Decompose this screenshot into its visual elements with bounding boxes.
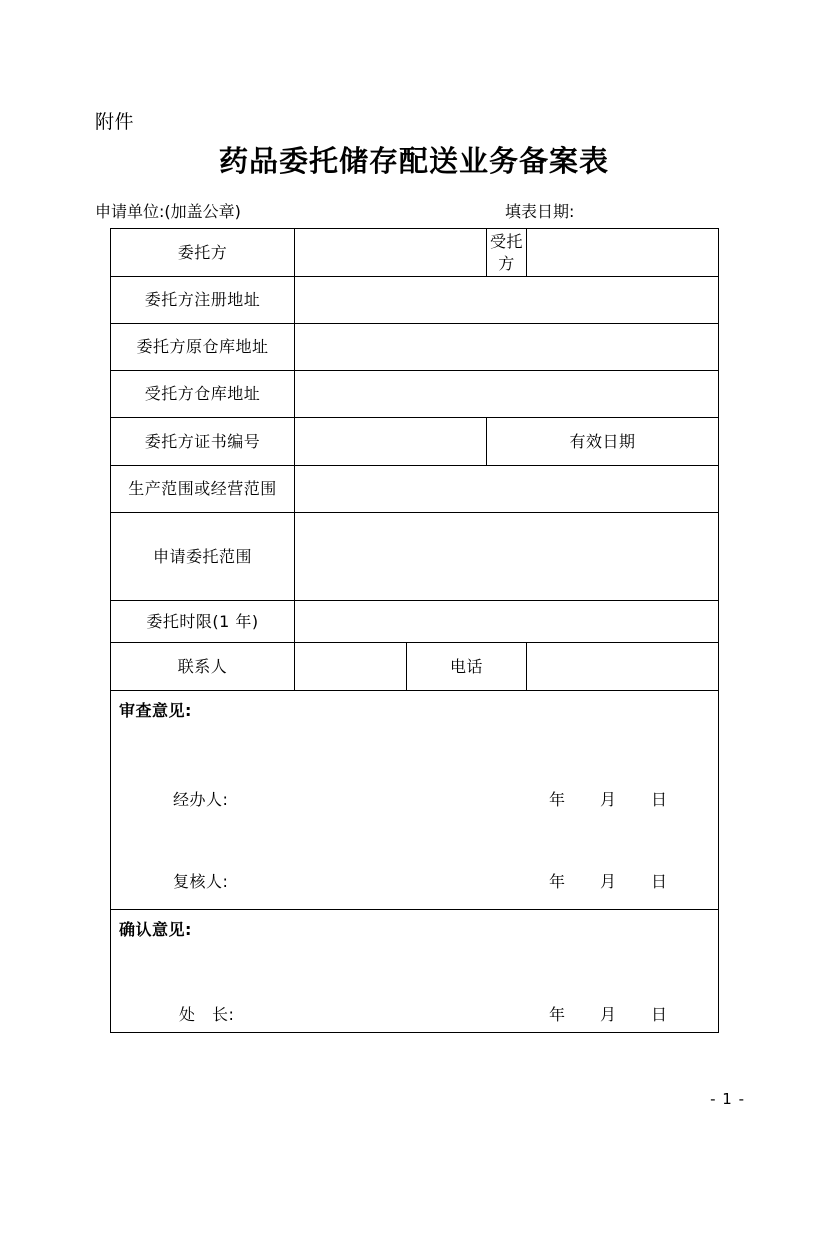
row-label-requested-entrustment-scope: 申请委托范围 bbox=[111, 513, 295, 601]
table-row bbox=[111, 601, 719, 643]
field-contact-person[interactable] bbox=[295, 643, 407, 691]
reviewer-date-fields bbox=[549, 871, 667, 893]
table-row bbox=[111, 513, 719, 601]
row-label-contact-person: 联系人 bbox=[111, 643, 295, 691]
director-day-label: 日 bbox=[650, 1005, 667, 1024]
field-entruster-registered-address[interactable] bbox=[295, 277, 719, 324]
field-production-or-business-scope[interactable] bbox=[295, 466, 719, 513]
fill-date-label: 填表日期: bbox=[505, 202, 575, 221]
director-year-label: 年 bbox=[549, 1005, 566, 1024]
row-label-entruster-registered-address: 委托方注册地址 bbox=[111, 277, 295, 324]
reviewer-signature-line bbox=[111, 871, 718, 893]
row-label-trustee-warehouse-address: 受托方仓库地址 bbox=[111, 371, 295, 418]
director-signature-line bbox=[111, 1004, 718, 1026]
page-title: 药品委托储存配送业务备案表 bbox=[218, 144, 609, 178]
subheader bbox=[95, 200, 735, 224]
table-row bbox=[111, 324, 719, 371]
handler-signature-line bbox=[111, 789, 718, 811]
table-row bbox=[111, 691, 719, 910]
table-row bbox=[111, 371, 719, 418]
reviewer-month-label: 月 bbox=[599, 872, 616, 891]
table-row bbox=[111, 418, 719, 466]
row-label-telephone: 电话 bbox=[407, 643, 527, 691]
handler-year-label: 年 bbox=[549, 790, 566, 809]
review-opinion-title: 审查意见: bbox=[119, 701, 192, 720]
filing-form-table bbox=[110, 228, 719, 1033]
field-entruster-original-warehouse-address[interactable] bbox=[295, 324, 719, 371]
field-trustee-warehouse-address[interactable] bbox=[295, 371, 719, 418]
row-label-valid-date: 有效日期 bbox=[487, 418, 719, 466]
table-row bbox=[111, 229, 719, 277]
reviewer-day-label: 日 bbox=[650, 872, 667, 891]
row-label-entrustment-term: 委托时限(1 年) bbox=[111, 601, 295, 643]
table-row bbox=[111, 466, 719, 513]
row-label-entruster-original-warehouse-address: 委托方原仓库地址 bbox=[111, 324, 295, 371]
row-label-trustee: 受托方 bbox=[487, 229, 527, 277]
reviewer-label: 复核人: bbox=[173, 872, 229, 891]
director-month-label: 月 bbox=[599, 1005, 616, 1024]
handler-label: 经办人: bbox=[173, 790, 229, 809]
director-date-fields bbox=[549, 1004, 667, 1026]
page-number: - 1 - bbox=[710, 1090, 745, 1108]
table-row bbox=[111, 910, 719, 1033]
field-telephone[interactable] bbox=[527, 643, 719, 691]
reviewer-year-label: 年 bbox=[549, 872, 566, 891]
field-entruster-value[interactable] bbox=[295, 229, 487, 277]
director-label: 处 长: bbox=[179, 1005, 235, 1024]
row-label-entruster-certificate-number: 委托方证书编号 bbox=[111, 418, 295, 466]
handler-day-label: 日 bbox=[650, 790, 667, 809]
review-opinion-cell[interactable] bbox=[111, 691, 719, 910]
table-row bbox=[111, 643, 719, 691]
handler-date-fields bbox=[549, 789, 667, 811]
applicant-unit-label: 申请单位:(加盖公章) bbox=[95, 202, 241, 221]
field-entrustment-term[interactable] bbox=[295, 601, 719, 643]
table-row bbox=[111, 277, 719, 324]
confirm-opinion-title: 确认意见: bbox=[119, 920, 192, 939]
row-label-entruster: 委托方 bbox=[111, 229, 295, 277]
field-entruster-certificate-number[interactable] bbox=[295, 418, 487, 466]
field-requested-entrustment-scope[interactable] bbox=[295, 513, 719, 601]
field-trustee-value[interactable] bbox=[527, 229, 719, 277]
attachment-label: 附件 bbox=[95, 111, 135, 133]
row-label-production-or-business-scope: 生产范围或经营范围 bbox=[111, 466, 295, 513]
confirm-opinion-cell[interactable] bbox=[111, 910, 719, 1033]
handler-month-label: 月 bbox=[599, 790, 616, 809]
